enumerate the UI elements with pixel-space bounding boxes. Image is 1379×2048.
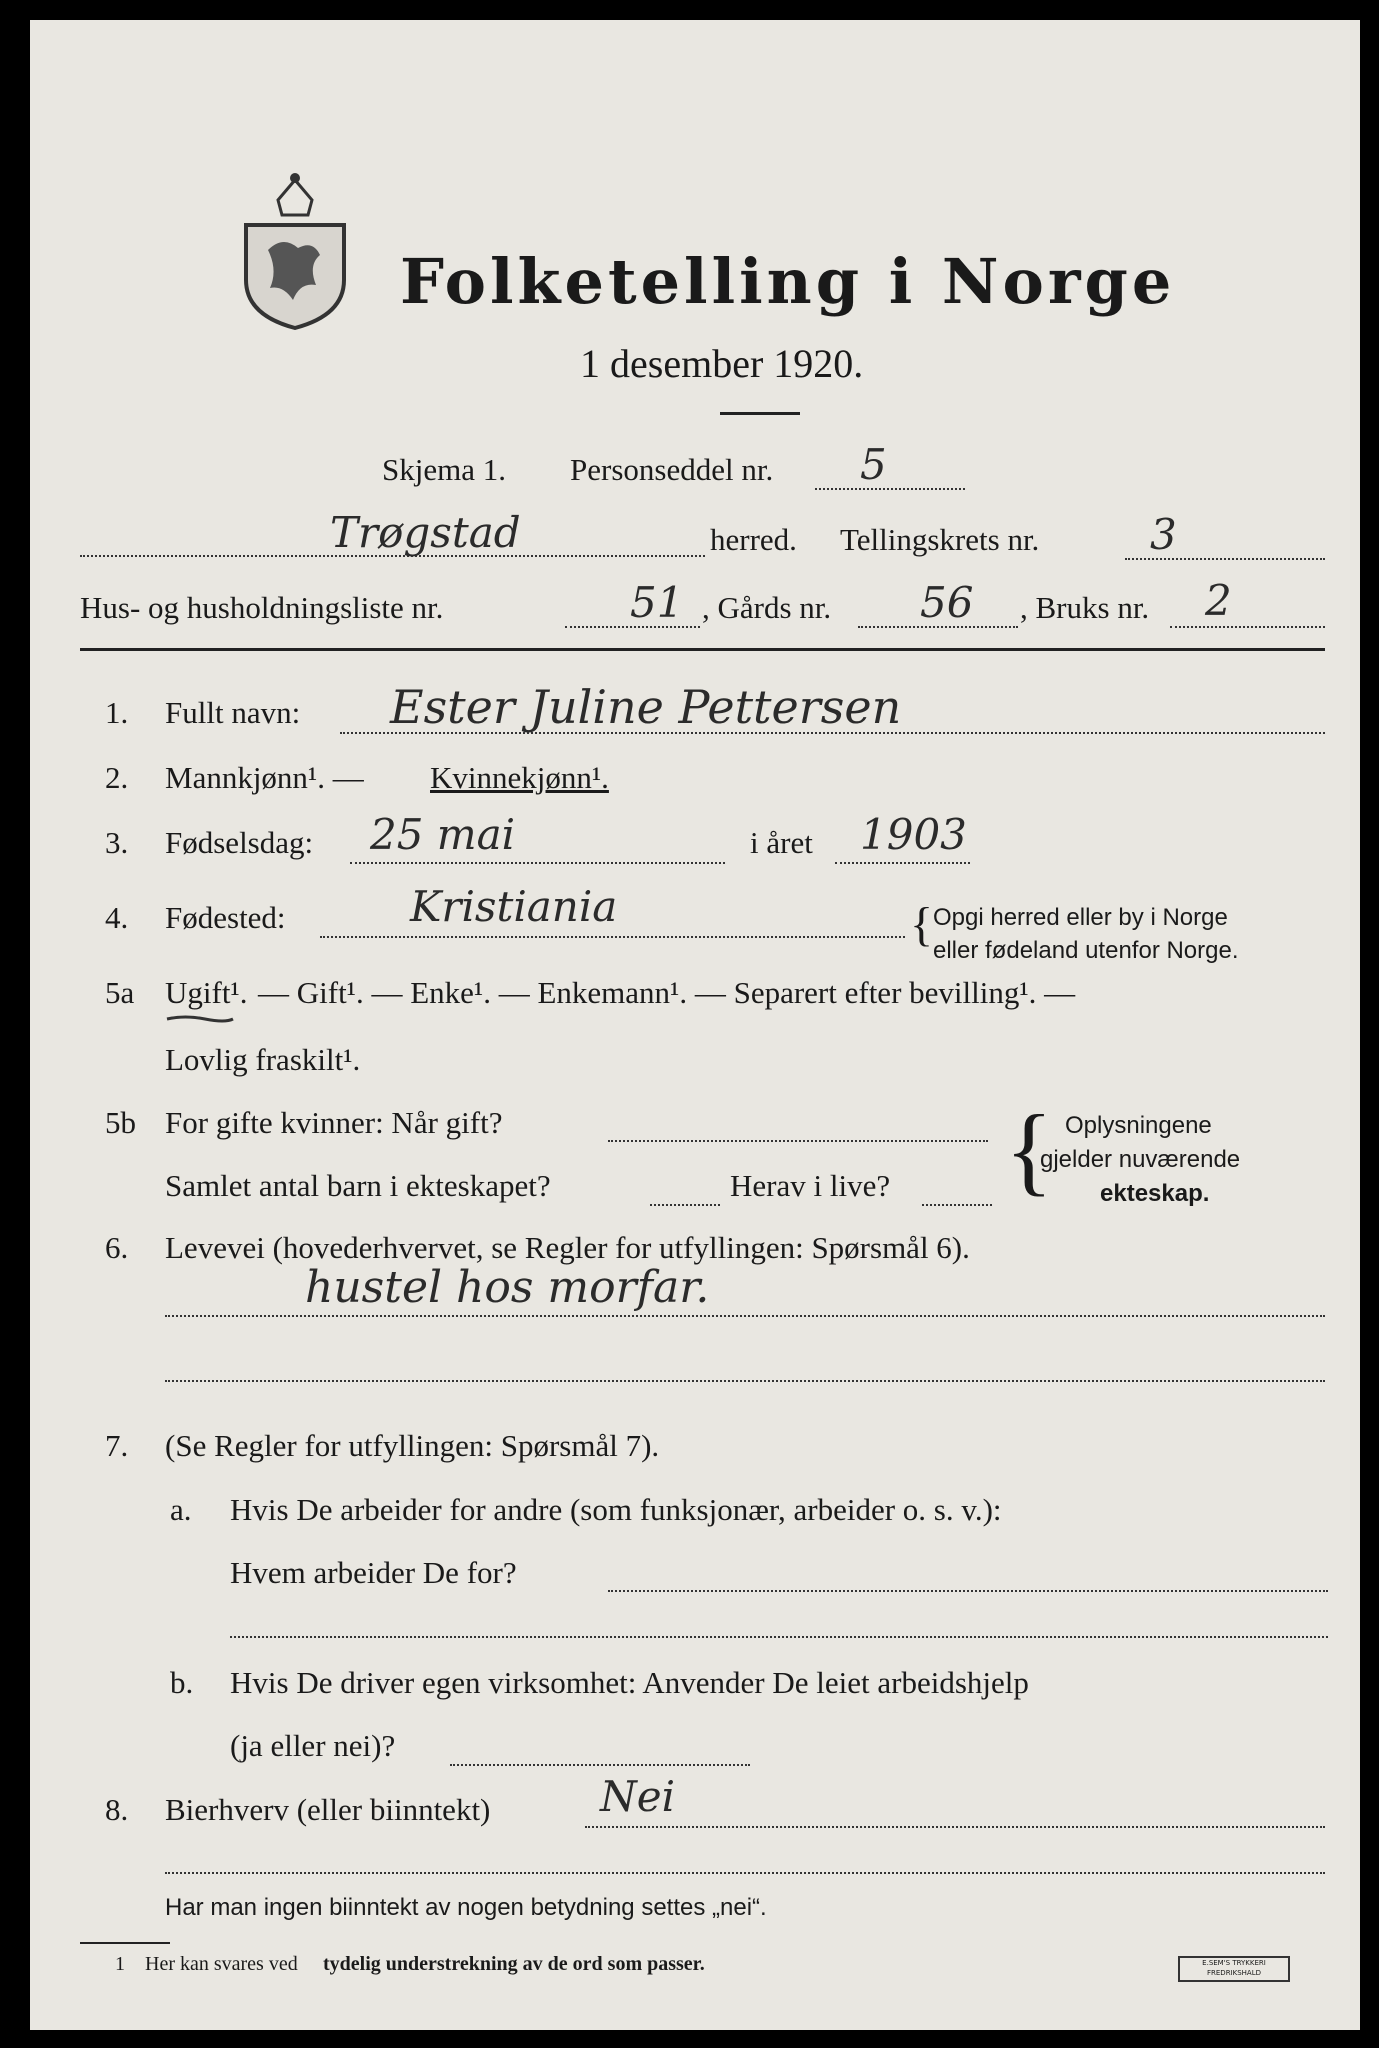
footnote-number: 1	[115, 1953, 125, 1975]
q7b-field-line	[450, 1764, 750, 1766]
herred-label: herred.	[710, 522, 797, 557]
q7a-field-line-2	[230, 1636, 1328, 1638]
q8-number: 8.	[105, 1792, 129, 1827]
q3-label: Fødselsdag:	[165, 825, 314, 860]
q5b-alive-field-line	[922, 1204, 992, 1206]
q5b-note-line2: gjelder nuværende	[1040, 1146, 1241, 1173]
q5a-fraskilt-option: Lovlig fraskilt¹.	[165, 1042, 361, 1077]
norwegian-coat-of-arms-icon	[238, 170, 353, 330]
q1-number: 1.	[105, 695, 129, 730]
q7-label: (Se Regler for utfyllingen: Spørsmål 7).	[165, 1428, 660, 1463]
personseddel-field-line	[815, 488, 965, 490]
q7a-employer-label: Hvem arbeider De for?	[230, 1555, 517, 1590]
q7a-number: a.	[170, 1492, 192, 1527]
footer-note: Har man ingen biinntekt av nogen betydning settes „nei“.	[165, 1894, 767, 1921]
q6-number: 6.	[105, 1230, 129, 1265]
title-divider	[720, 412, 800, 415]
page-title: Folketelling i Norge	[400, 245, 1176, 318]
q5b-note-line3: ekteskap.	[1100, 1180, 1210, 1207]
footnote-divider	[80, 1942, 170, 1944]
footnote-text: Her kan svares ved	[145, 1953, 298, 1975]
q8-label: Bierhverv (eller biinntekt)	[165, 1792, 491, 1827]
q4-note-line1: Opgi herred eller by i Norge	[933, 904, 1228, 931]
q6-field-line-2	[165, 1380, 1325, 1382]
q2-female-option: Kvinnekjønn¹.	[430, 760, 609, 795]
q8-field-line-2	[165, 1872, 1325, 1874]
q3-birthday-value: 25 mai	[370, 810, 516, 859]
q2-male-option: Mannkjønn¹. —	[165, 760, 364, 795]
q3-year-value: 1903	[860, 810, 967, 859]
q2-number: 2.	[105, 760, 129, 795]
q4-field-line	[320, 936, 905, 938]
q4-note-bracket: {	[910, 898, 934, 951]
q3-year-field-line	[835, 862, 970, 864]
q4-number: 4.	[105, 900, 129, 935]
q7-number: 7.	[105, 1428, 129, 1463]
husliste-value: 51	[630, 578, 684, 627]
q5b-married-field-line	[608, 1140, 988, 1142]
q7b-label: Hvis De driver egen virksomhet: Anvender De leiet arbeidshjelp	[230, 1665, 1029, 1700]
census-form-page	[30, 20, 1360, 2030]
census-date: 1 desember 1920.	[580, 341, 864, 386]
q7b-yesno-label: (ja eller nei)?	[230, 1728, 396, 1763]
gards-label: , Gårds nr.	[702, 590, 832, 625]
q5b-number: 5b	[105, 1105, 136, 1140]
q5b-note-bracket: {	[1005, 1094, 1053, 1205]
personseddel-label: Personseddel nr.	[570, 452, 774, 487]
skjema-label: Skjema 1.	[382, 452, 506, 487]
q4-birthplace-value: Kristiania	[410, 882, 618, 931]
q4-note-line2: eller fødeland utenfor Norge.	[933, 937, 1239, 964]
q6-occupation-value: hustel hos morfar.	[305, 1262, 710, 1313]
q5b-alive-label: Herav i live?	[730, 1168, 891, 1203]
q7a-field-line-1	[608, 1590, 1328, 1592]
bruks-field-line	[1170, 626, 1325, 628]
q6-label: Levevei (hovederhvervet, se Regler for utfyllingen: Spørsmål 6).	[165, 1230, 970, 1265]
q8-field-line	[585, 1826, 1325, 1828]
footnote-bold-text: tydelig understrekning av de ord som passer.	[323, 1953, 705, 1975]
header-divider	[80, 648, 1325, 651]
q5b-note-line1: Oplysningene	[1065, 1112, 1212, 1139]
ugift-underline-mark	[165, 1013, 235, 1025]
bruks-label: , Bruks nr.	[1020, 590, 1150, 625]
gards-value: 56	[920, 578, 974, 627]
q4-label: Fødested:	[165, 900, 286, 935]
q3-field-line	[350, 862, 725, 864]
personseddel-value: 5	[860, 440, 887, 489]
q3-year-label: i året	[750, 825, 813, 860]
q5b-children-field-line	[650, 1204, 720, 1206]
q7b-number: b.	[170, 1665, 194, 1700]
q6-field-line-1	[165, 1315, 1325, 1317]
q5a-number: 5a	[105, 975, 135, 1010]
q7a-label: Hvis De arbeider for andre (som funksjonær, arbeider o. s. v.):	[230, 1492, 1002, 1527]
husliste-label: Hus- og husholdningsliste nr.	[80, 590, 444, 625]
q5b-children-label: Samlet antal barn i ekteskapet?	[165, 1168, 551, 1203]
q8-side-income-value: Nei	[600, 1772, 676, 1821]
q5a-other-options: — Gift¹. — Enke¹. — Enkemann¹. — Separert efter bevilling¹. —	[258, 975, 1076, 1010]
tellingskrets-label: Tellingskrets nr.	[840, 522, 1040, 557]
q5b-married-label: For gifte kvinner: Når gift?	[165, 1105, 503, 1140]
q5a-ugift-option: Ugift¹.	[165, 975, 248, 1010]
bruks-value: 2	[1205, 576, 1232, 625]
herred-value: Trøgstad	[330, 508, 521, 557]
q3-number: 3.	[105, 825, 129, 860]
printer-stamp: E.SEM'S TRYKKERI FREDRIKSHALD	[1178, 1956, 1290, 1982]
q1-full-name-value: Ester Juline Pettersen	[390, 680, 902, 734]
q1-label: Fullt navn:	[165, 695, 301, 730]
tellingskrets-value: 3	[1150, 510, 1177, 559]
